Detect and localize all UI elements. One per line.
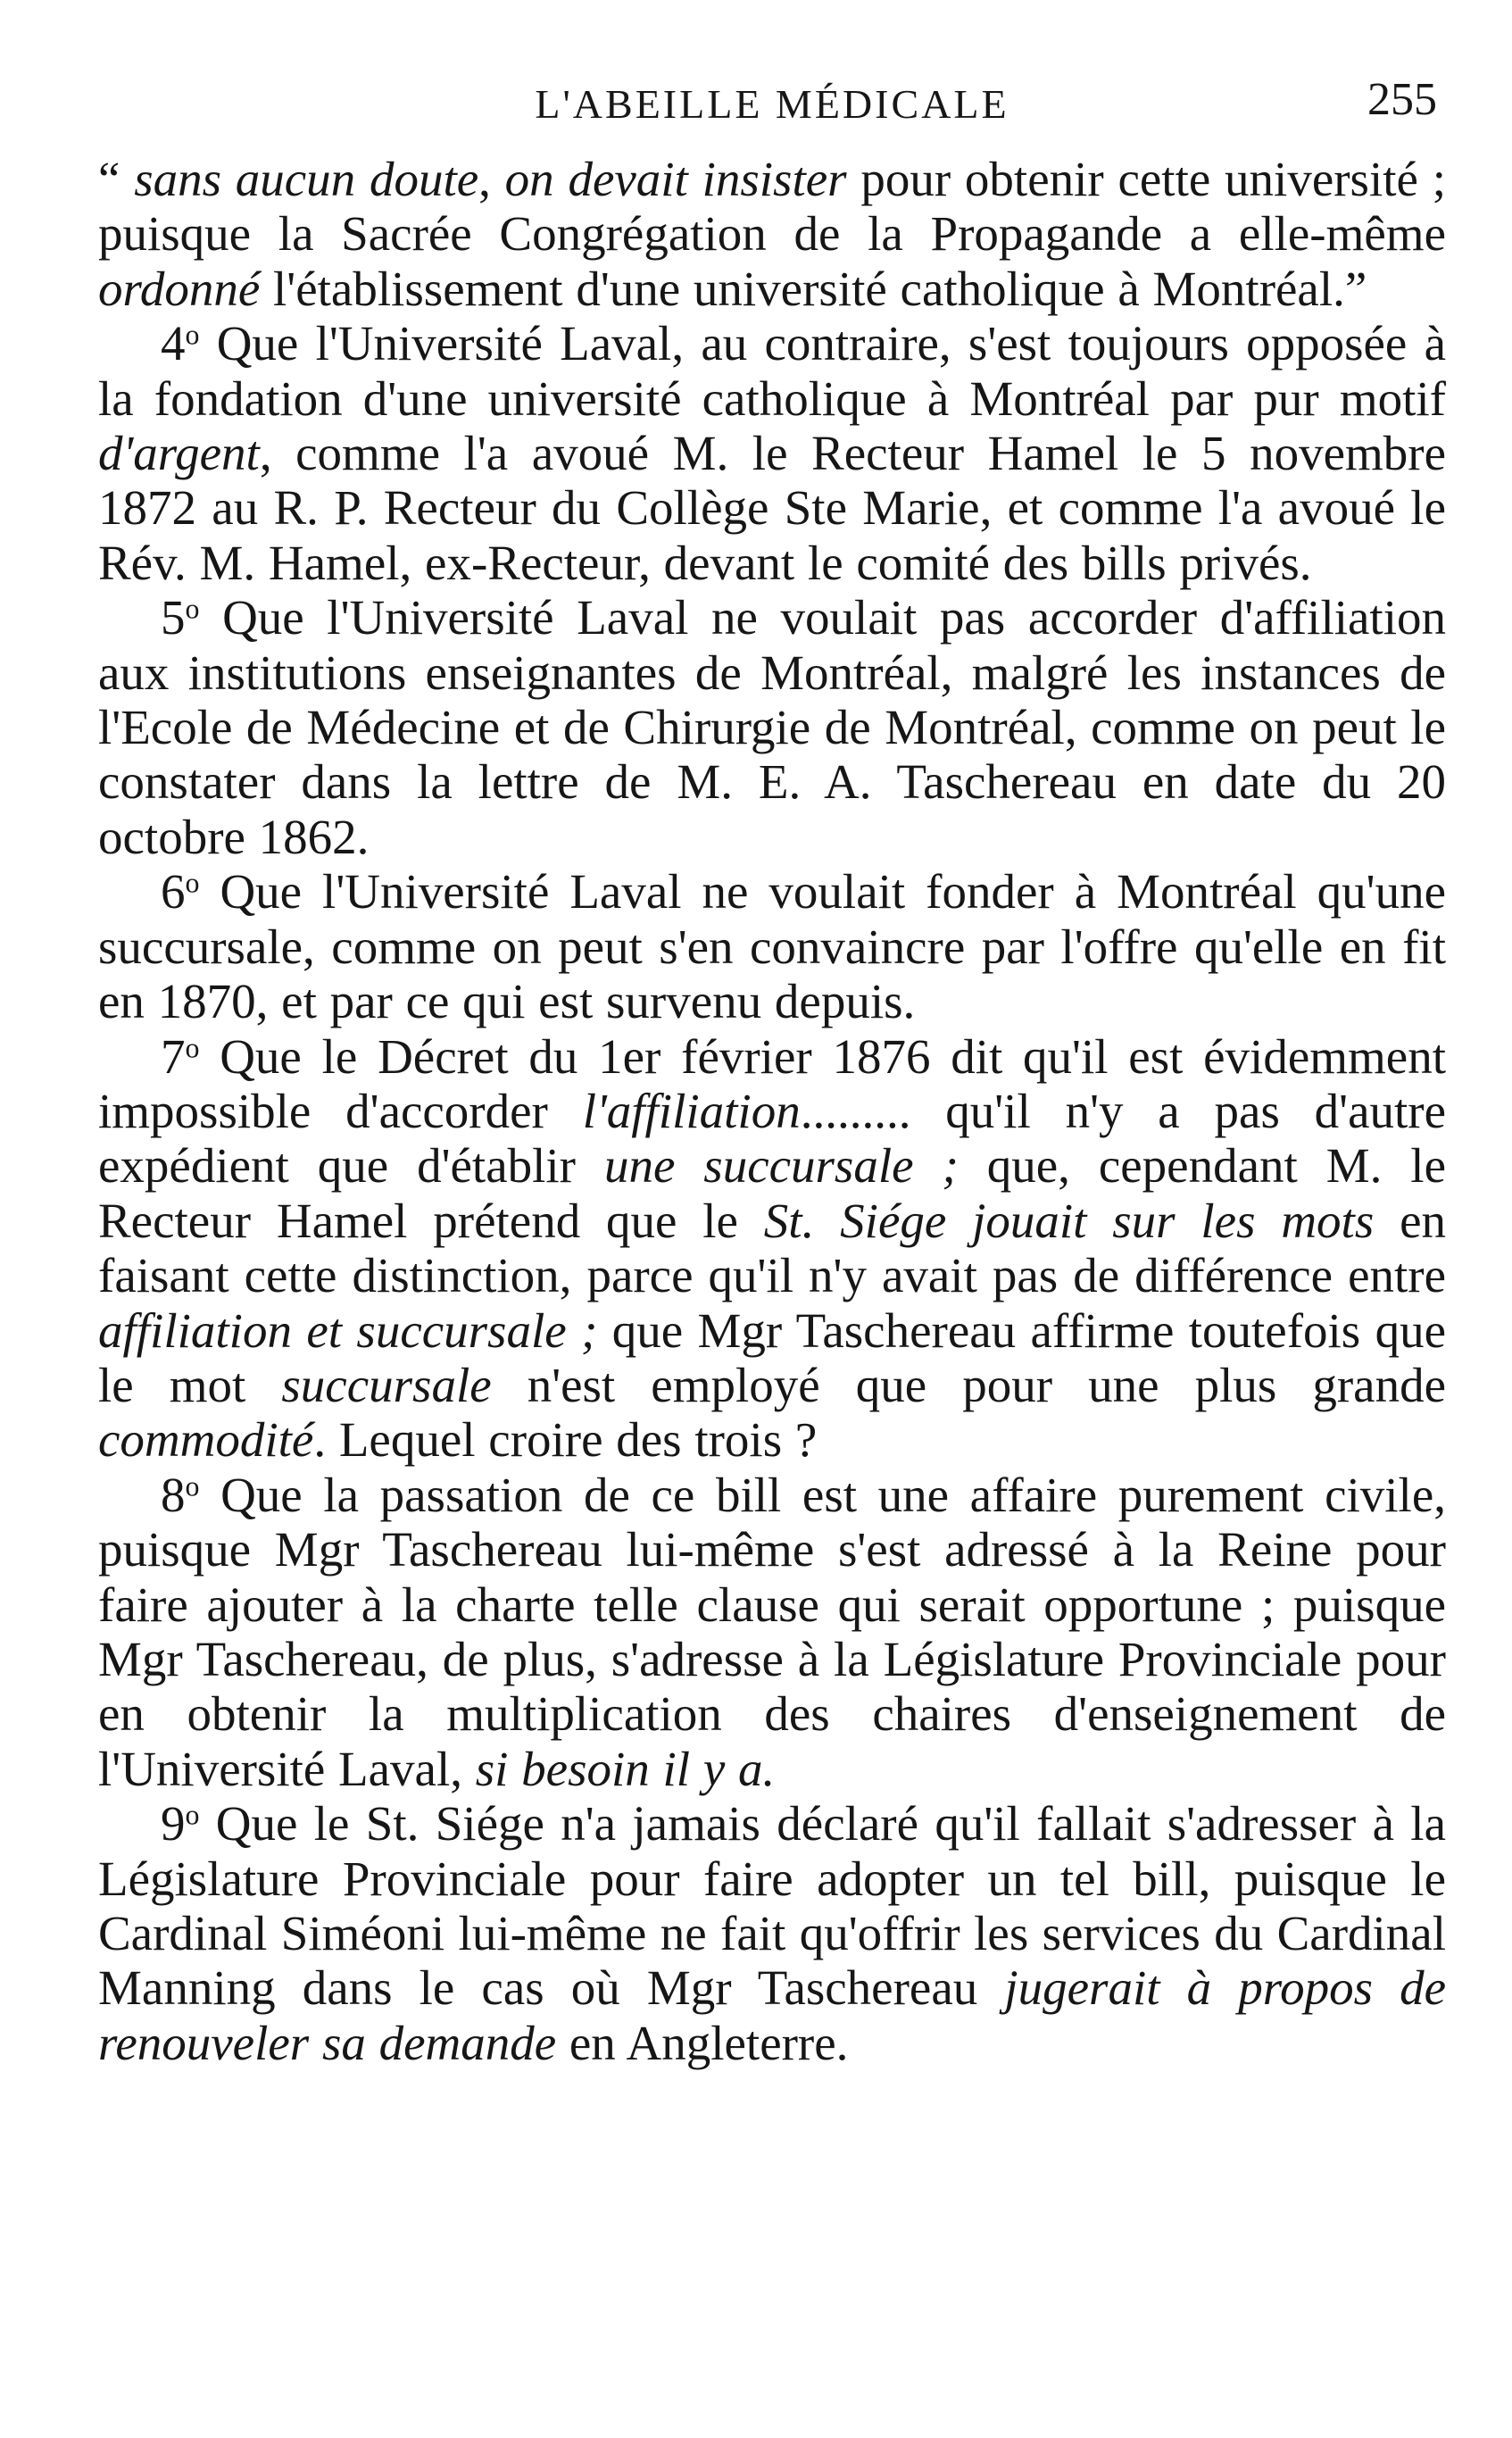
text-run: , comme l'a avoué M. le Recteur Hamel le 5 novembre 1872 au R. P. Recteur du Collège Ste Marie, et comme l'a avoué le Rév. M. Hamel, ex-Recteur, devant le comité des bills privés. [98,426,1446,590]
text-run: Que le Décret du 1er février 1876 dit qu'il est évidemment impossible d'accorder [98,1028,1446,1138]
paragraph [98,1029,1446,1468]
italic-text: jugerait à propos de renouveler sa demande [98,1960,1446,2070]
paragraph-number: 6$^o$ [161,864,200,919]
text-run: . Lequel croire des trois ? [313,1412,818,1468]
ordinal-suffix: o [185,319,200,351]
italic-text: si besoin il y a. [475,1741,776,1796]
text-run: en Angleterre. [556,2015,849,2070]
text-run: Que l'Université Laval ne voulait fonder à Montréal qu'une succursale, comme on peut s'en convaincre par l'offre qu'elle en fit en 1870, et par ce qui est survenu depuis. [98,864,1446,1029]
ordinal-suffix: o [185,1031,200,1063]
page-number: 255 [1367,74,1437,125]
running-head: L'ABEILLE MÉDICALE [535,81,1009,127]
ordinal-suffix: o [185,1470,200,1502]
paragraph-number: 9$^o$ [161,1796,200,1851]
paragraph [98,1796,1446,2070]
italic-text: ordonné [98,261,261,316]
text-run: ......... qu'il n'y a pas d'autre expédient que d'établir [98,1083,1447,1194]
paragraph [98,316,1446,590]
paragraph-number: 8$^o$ [161,1467,200,1522]
italic-text: l'affiliation [582,1083,801,1138]
paragraph-number: 5$^o$ [161,590,200,645]
text-run: que, cependant M. le Recteur Hamel prétend que le [98,1138,1446,1248]
italic-text: une succursale ; [603,1138,959,1194]
ordinal-suffix: o [185,867,200,899]
paragraph [98,590,1446,864]
text-run: en faisant cette distinction, parce qu'il n'y avait pas de différence entre [98,1193,1446,1303]
italic-text: commodité [98,1412,314,1468]
text-run: “ [98,152,135,206]
text-run: Que le St. Siége n'a jamais déclaré qu'il fallait s'adresser à la Législature Provinciale pour faire adopter un tel bill, puisque le Cardinal Siméoni lui-même ne fait qu'offrir les services du Cardinal Manning dans le cas où Mgr Taschereau [98,1796,1446,2016]
text-run: pour obtenir cette université ; puisque la Sacrée Congrégation de la Propagande a elle-même [98,152,1446,262]
paragraph-number: 4$^o$ [161,316,200,371]
text-run: Que la passation de ce bill est une affaire purement civile, puisque Mgr Taschereau lui-même s'est adressé à la Reine pour faire ajouter à la charte telle clause qui serait opportune ; puisque Mgr Taschereau, de plus, s'adresse à la Législature Provinciale pour en obtenir la multiplication des chaires d'enseignement de l'Université Laval, [98,1467,1446,1796]
text-run: , [478,152,505,206]
text-run: que Mgr Taschereau affirme toutefois que le mot [98,1302,1446,1412]
body-text [98,152,1446,2070]
italic-text: affiliation et succursale ; [98,1302,598,1358]
paragraph-number: 7$^o$ [161,1028,200,1084]
italic-text: sans aucun doute [134,152,479,206]
text-run: Que l'Université Laval ne voulait pas accorder d'affiliation aux institutions enseignantes de Montréal, malgré les instances de l'Ecole de Médecine et de Chirurgie de Montréal, comme on peut le constater dans la lettre de M. E. A. Taschereau en date du 20 octobre 1862. [98,590,1446,864]
text-run: n'est employé que pour une plus grande [491,1357,1446,1412]
paragraph [98,152,1446,316]
book-page [98,54,1446,2410]
italic-text: succursale [281,1357,492,1412]
page-header [98,54,1446,152]
italic-text: St. Siége jouait sur les mots [763,1193,1375,1248]
italic-text: on devait insister [504,152,847,206]
italic-text: d'argent [98,426,260,481]
text-run: Que l'Université Laval, au contraire, s'est toujours opposée à la fondation d'une université catholique à Montréal par pur motif [98,316,1446,426]
ordinal-suffix: o [185,1799,200,1831]
paragraph [98,864,1446,1028]
text-run: l'établissement d'une université catholique à Montréal.” [260,261,1367,316]
ordinal-suffix: o [185,593,200,625]
paragraph [98,1468,1446,1796]
